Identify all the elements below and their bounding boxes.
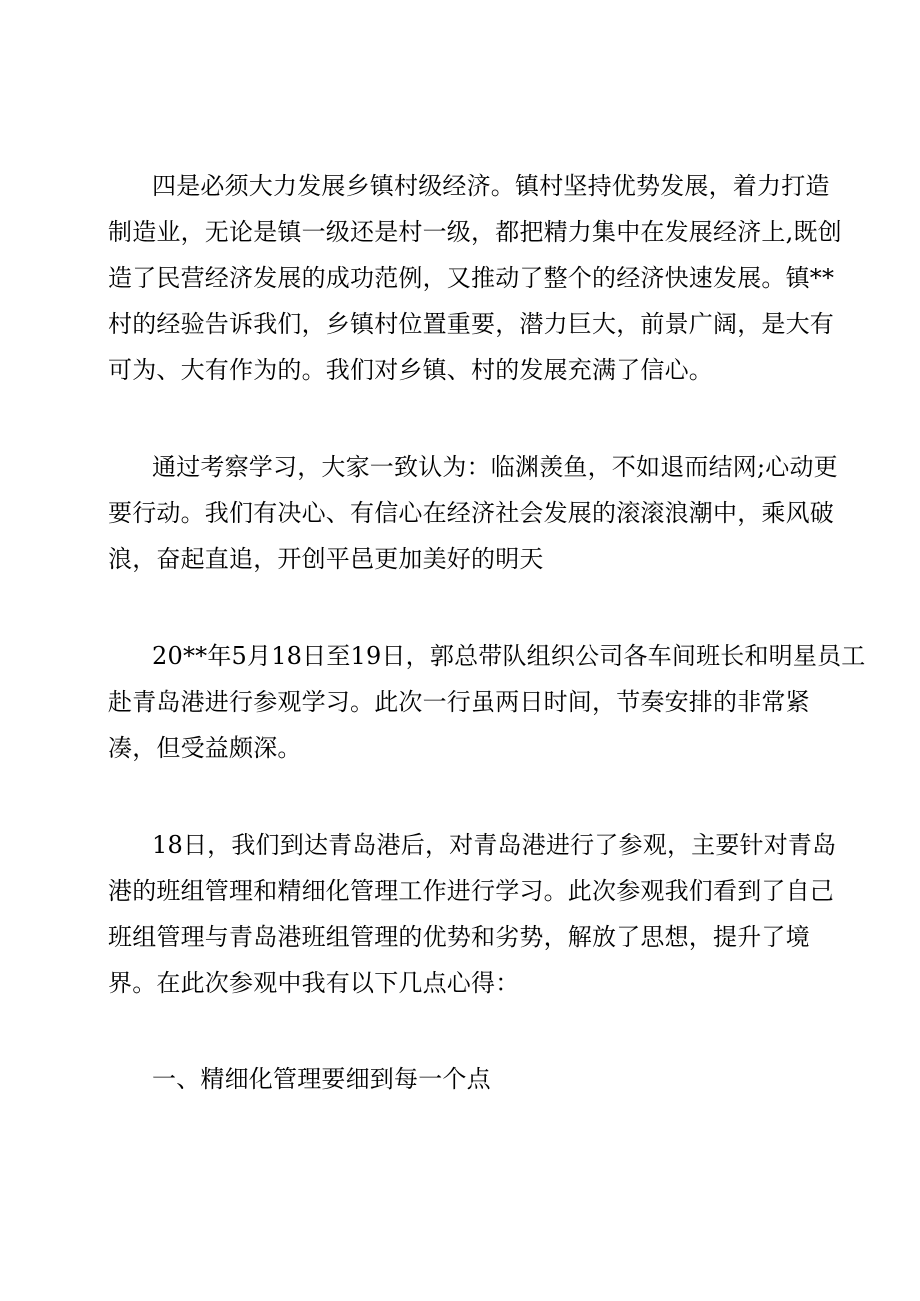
heading-line: 一、精细化管理要细到每一个点: [152, 1065, 491, 1093]
paragraph-line: 要行动。我们有决心、有信心在经济社会发展的滚滚浪潮中，乘风破: [108, 499, 834, 527]
paragraph-line: 四是必须大力发展乡镇村级经济。镇村坚持优势发展，着力打造: [152, 172, 830, 200]
paragraph-line: 赴青岛港进行参观学习。此次一行虽两日时间，节奏安排的非常紧: [108, 688, 810, 716]
paragraph-line: 20**年5月18日至19日，郭总带队组织公司各车间班长和明星员工: [152, 642, 866, 670]
paragraph-line: 港的班组管理和精细化管理工作进行学习。此次参观我们看到了自己: [108, 877, 834, 905]
paragraph-line: 班组管理与青岛港班组管理的优势和劣势，解放了思想，提升了境: [108, 923, 810, 951]
paragraph-line: 浪，奋起直追，开创平邑更加美好的明天: [108, 545, 544, 573]
paragraph-line: 造了民营经济发展的成功范例，又推动了整个的经济快速发展。镇**: [108, 264, 835, 292]
paragraph-line: 凑，但受益颇深。: [108, 734, 302, 762]
paragraph-line: 界。在此次参观中我有以下几点心得：: [108, 969, 520, 997]
paragraph-line: 村的经验告诉我们，乡镇村位置重要，潜力巨大，前景广阔，是大有: [108, 310, 834, 338]
paragraph-line: 制造业，无论是镇一级还是村一级，都把精力集中在发展经济上,既创: [108, 218, 842, 246]
paragraph-line: 可为、大有作为的。我们对乡镇、村的发展充满了信心。: [108, 356, 713, 384]
paragraph-line: 18日，我们到达青岛港后，对青岛港进行了参观，主要针对青岛: [152, 831, 837, 859]
paragraph-line: 通过考察学习，大家一致认为：临渊羡鱼，不如退而结网;心动更: [152, 453, 838, 481]
